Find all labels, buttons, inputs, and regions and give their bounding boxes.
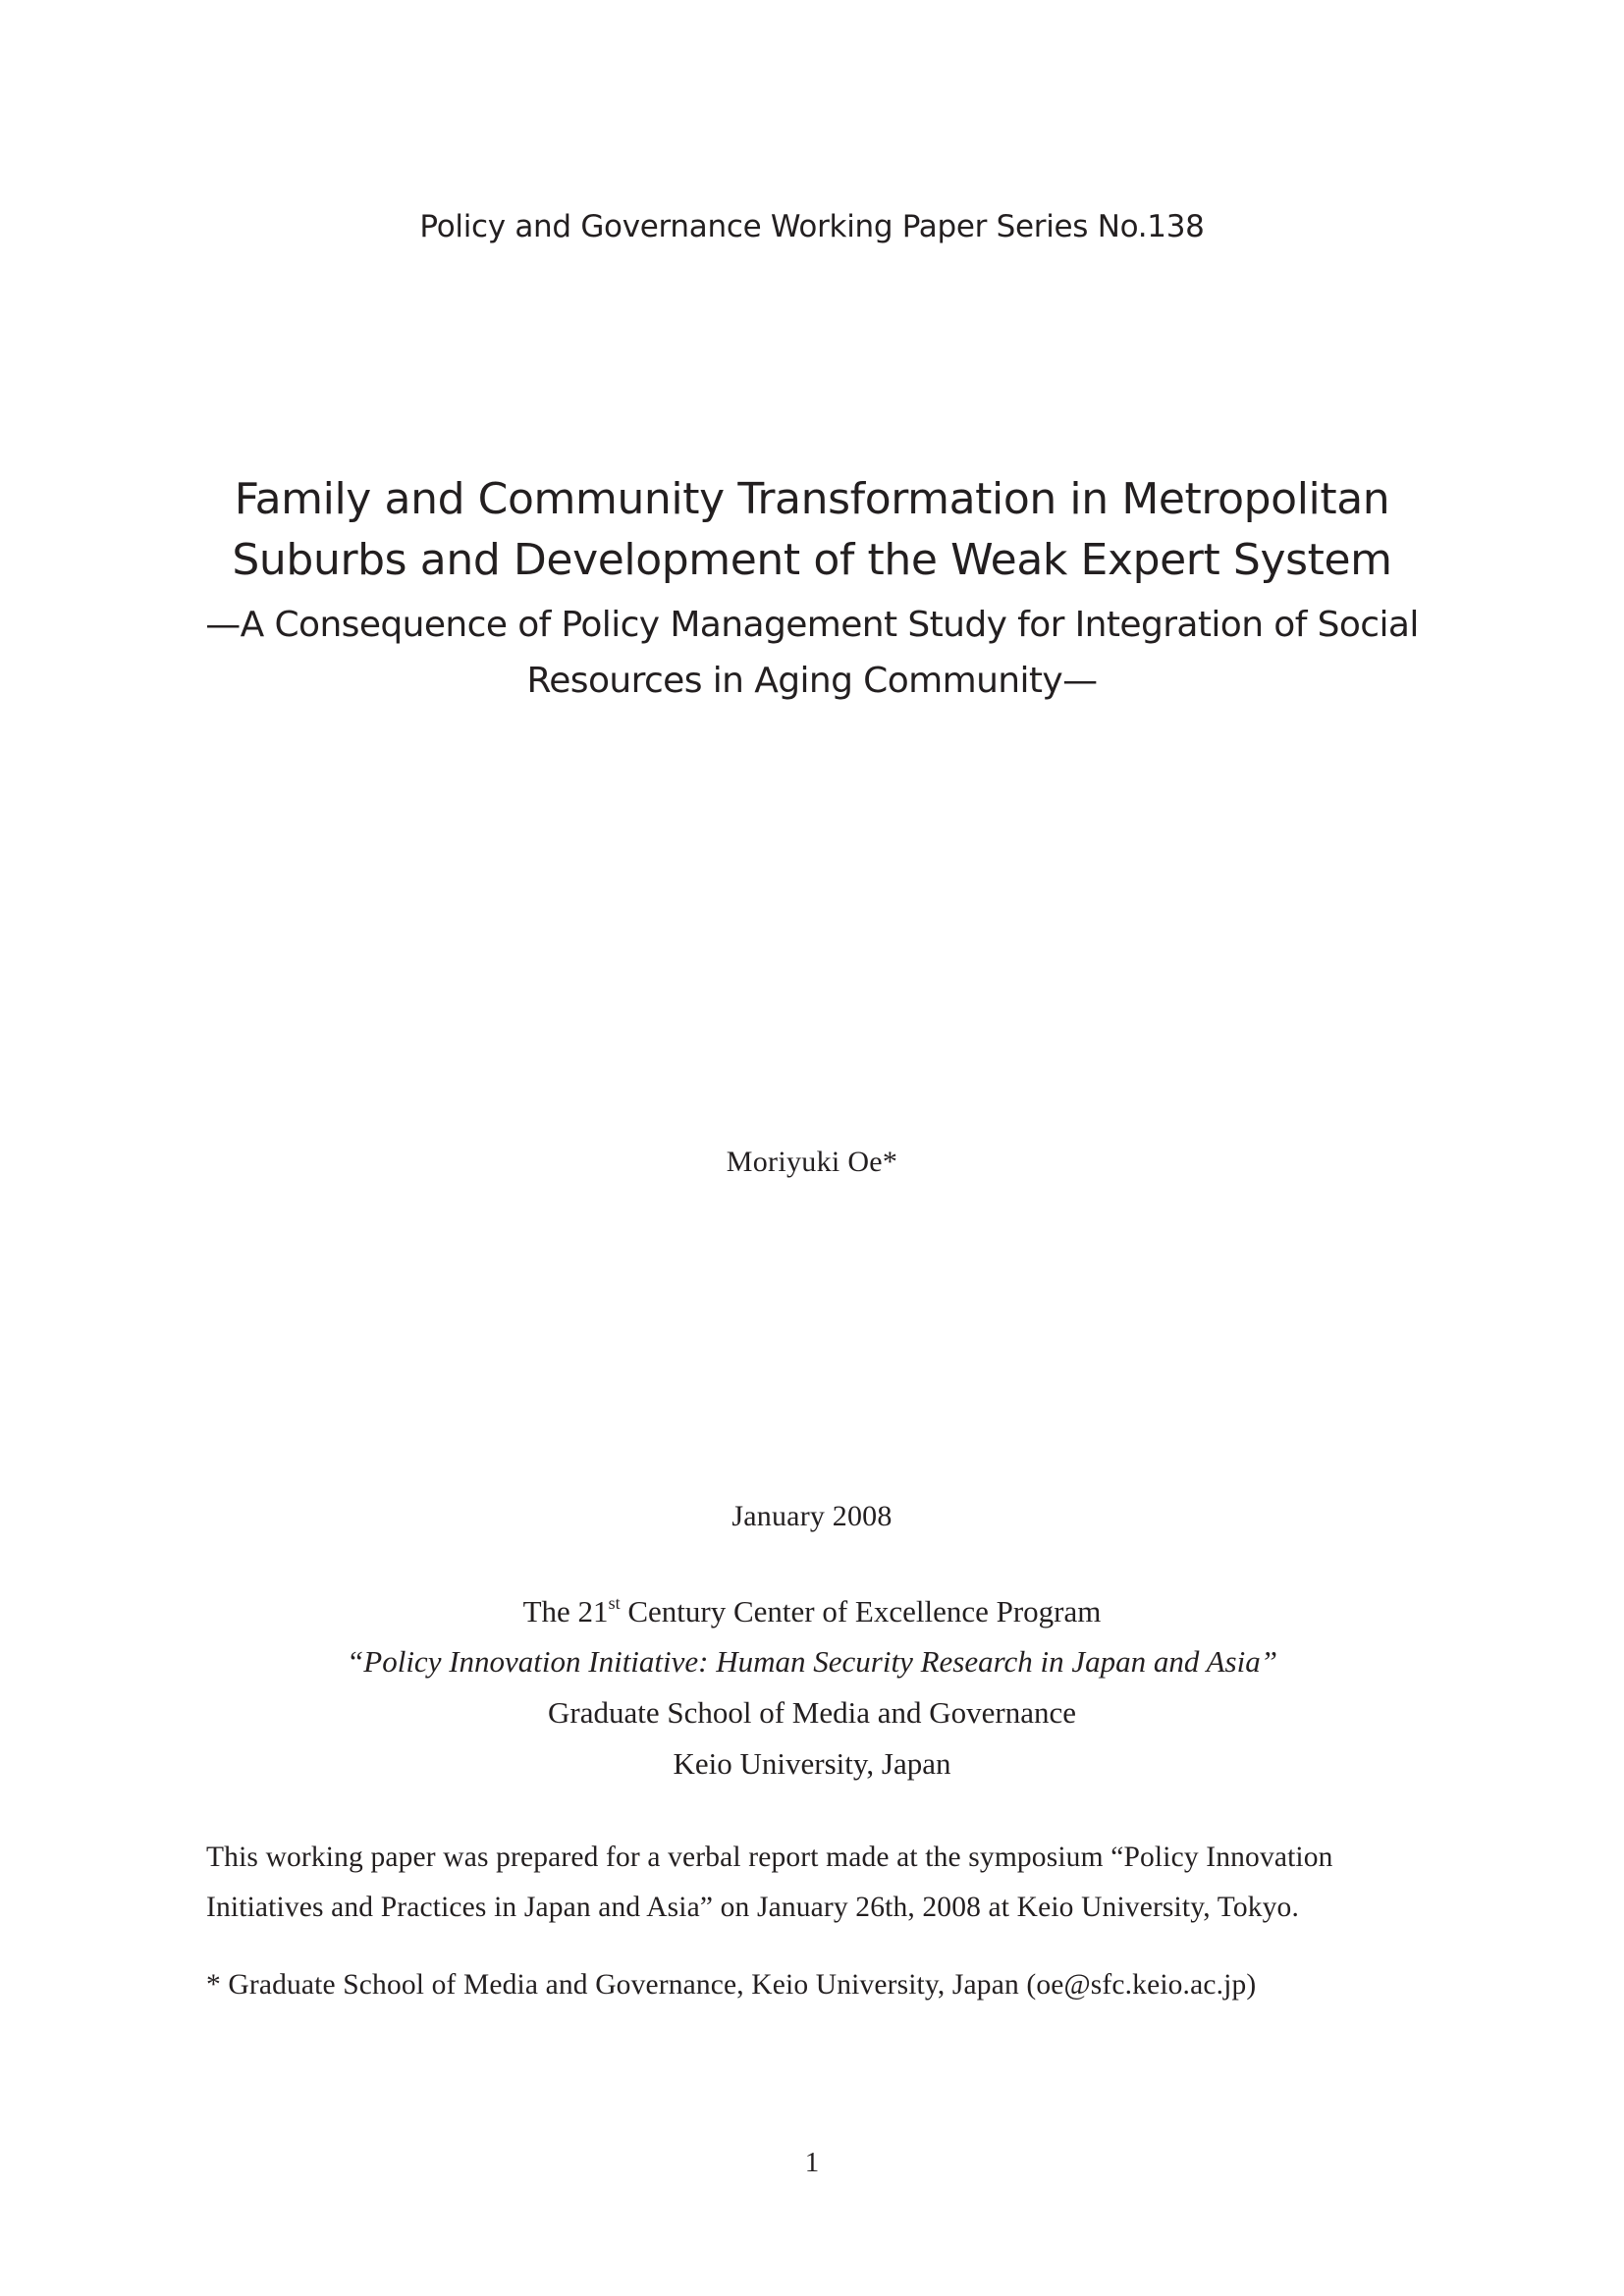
series-header: Policy and Governance Working Paper Series No.138 — [419, 209, 1205, 244]
paper-subtitle-line-2: Resources in Aging Community— — [526, 661, 1098, 701]
author-affiliation-footnote: * Graduate School of Media and Governance, Keio University, Japan (oe@sfc.keio.ac.jp) — [206, 1969, 1257, 2001]
school-name: Graduate School of Media and Governance — [548, 1695, 1076, 1730]
publication-date: January 2008 — [731, 1500, 893, 1532]
paper-title-line-1: Family and Community Transformation in Metropolitan — [234, 474, 1390, 524]
page-number: 1 — [804, 2147, 820, 2178]
paper-subtitle-line-1: —A Consequence of Policy Management Study for Integration of Social — [205, 605, 1419, 645]
author-name: Moriyuki Oe* — [726, 1146, 898, 1178]
program-ordinal-suffix: st — [608, 1592, 621, 1613]
program-name — [0, 1594, 1624, 1629]
preparation-note-line-1: This working paper was prepared for a verbal report made at the symposium “Policy Innovation — [206, 1842, 1333, 1873]
university-name: Keio University, Japan — [673, 1746, 951, 1781]
program-theme: “Policy Innovation Initiative: Human Security Research in Japan and Asia” — [347, 1644, 1277, 1679]
program-name-rest: Century Center of Excellence Program — [620, 1594, 1102, 1629]
program-name-prefix: The 21 — [522, 1594, 609, 1629]
paper-title-line-2: Suburbs and Development of the Weak Expert System — [232, 535, 1392, 585]
preparation-note-line-2: Initiatives and Practices in Japan and Asia” on January 26th, 2008 at Keio University, Tokyo. — [206, 1892, 1299, 1923]
